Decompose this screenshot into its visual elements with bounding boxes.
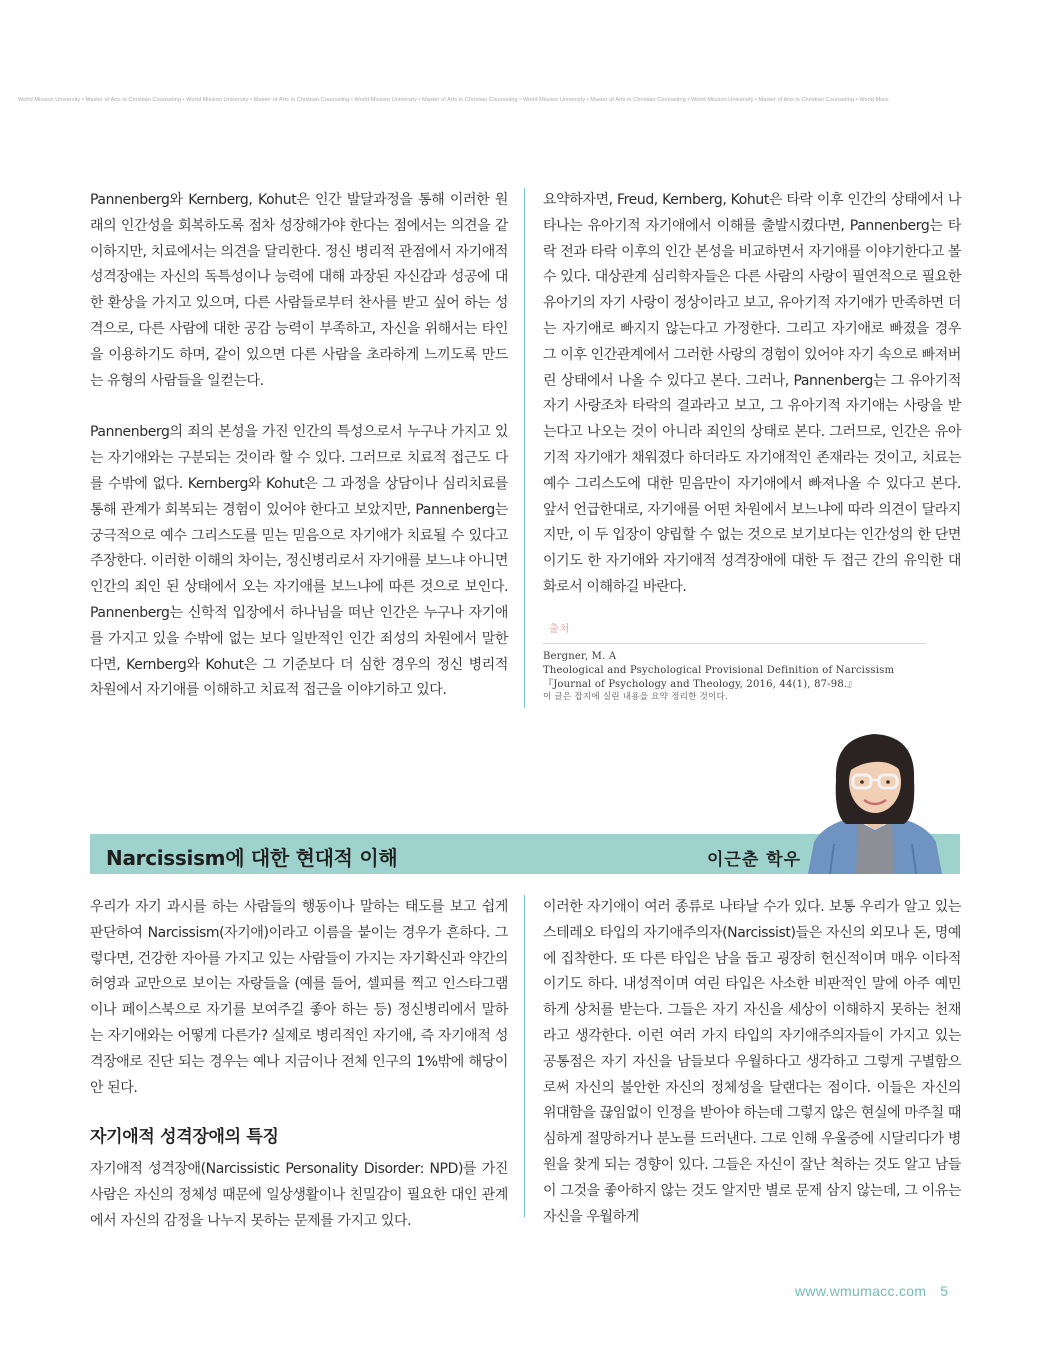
author-portrait <box>800 720 950 874</box>
reference-author: Bergner, M. A <box>543 651 617 662</box>
section-right-column <box>543 895 961 1230</box>
website-url: www.wmumacc.com <box>795 1283 927 1299</box>
reference-journal: 『Journal of Psychology and Theology, 2016, 44(1), 87-98.』 <box>543 678 858 690</box>
paragraph: 요약하자면, Freud, Kernberg, Kohut은 타락 이후 인간의 상태에서 나타나는 유아기적 자기애에서 이해를 출발시켰다면, Pannenberg는 타락 전과 타락 이후의 인간 본성을 비교하면서 자기애를 이야기한다고 볼 수 있다. 대상관계 심리학자들은 다른 사람의 사랑이 필연적으로 필요한 유아기의 자기 사랑이 정상이라고 보고, 유아기적 자기애가 만족하면 더는 자기애로 빠지지 않는다고 가정한다. 그리고 자기애로 빠졌을 경우 그 이후 인간관계에서 그러한 사랑의 경험이 있어야 자기 속으로 빠져버린 상태에서 나올 수 있다고 본다. 그러나, Pannenberg는 그 유아기적 자기 사랑조차 타락의 결과라고 보고, 그 유아기적 자기애는 사랑을 받는다고 나오는 것이 아니라 죄인의 상태로 본다. 그러므로, 인간은 유아기적 자기애가 채워졌다 하더라도 자기애적인 존재라는 것이고, 치료는 예수 그리스도에 대한 믿음만이 자기애에서 빠져나올 수 있다고 본다. 앞서 언급한대로, 자기애를 어떤 차원에서 보느냐에 따라 의견이 달라지지만, 이 두 입장이 양립할 수 없는 것으로 보기보다는 인간성의 한 단면이기도 한 자기애와 자기애적 성격장애에 대한 두 접근 간의 유익한 대화로서 이해하길 바란다. <box>543 192 961 595</box>
page-number: 5 <box>940 1283 949 1299</box>
running-header: World Mission University • Master of Arts in Christian Counseling • World Mission University • Master of Arts in Christian Counseling • World Mission University • Master of Arts in Christian Counseling • World Mission University • Master of Arts in Christian Counseling • World Mission University • Master of Arts in Christian Counseling • World Missi <box>18 97 889 103</box>
reference-note: 이 글은 잡지에 실린 내용을 요약 정리한 것이다. <box>543 692 728 703</box>
author-name: 이근춘 학우 <box>707 850 802 870</box>
column-divider <box>524 895 525 1217</box>
column-divider <box>524 188 525 708</box>
section-title: Narcissism에 대한 현대적 이해 <box>106 846 398 870</box>
paragraph: Pannenberg의 죄의 본성을 가진 인간의 특성으로서 누구나 가지고 있는 자기애와는 구분되는 것이라 할 수 있다. 그러므로 치료적 접근도 다를 수밖에 없다. Kernberg와 Kohut은 그 과정을 상담이나 심리치료를 통해 관계가 회복되는 경험이 있어야 한다고 보았지만, Pannenberg는 궁극적으로 예수 그리스도를 믿는 믿음으로 자기애가 치료될 수 있다고 주장한다. 이러한 이해의 차이는, 정신병리로서 자기애를 보느냐 아니면 인간의 죄인 된 상태에서 오는 자기애를 보느냐에 따른 것으로 보인다. Pannenberg는 신학적 입장에서 하나님을 떠난 인간은 누구나 자기애를 가지고 있을 수밖에 없는 보다 일반적인 인간 죄성의 차원에서 말한다면, Kernberg와 Kohut은 그 기준보다 더 심한 경우의 정신 병리적 차원에서 자기애를 이해하고 치료적 접근을 이야기하고 있다. <box>90 424 508 699</box>
references-label: 출처 <box>549 624 571 635</box>
reference-title: Theological and Psychological Provisional Definition of Narcissism <box>543 664 895 676</box>
references-block <box>543 620 943 705</box>
references-divider <box>543 643 926 644</box>
section-left-column <box>90 895 508 1235</box>
paragraph: 우리가 자기 과시를 하는 사람들의 행동이나 말하는 태도를 보고 쉽게 판단하여 Narcissism(자기애)이라고 이름을 붙이는 경우가 흔하다. 그렇다면, 건강한 자아를 가지고 있는 사람들이 가지는 자기확신과 약간의 허영과 교만으로 보이는 자랑들을 (예를 들어, 셀피를 찍고 인스타그램이나 페이스북으로 자기를 보여주길 좋아 하는 등) 정신병리에서 말하는 자기애와는 어떻게 다른가? 실제로 병리적인 자기애, 즉 자기애적 성격장애로 진단 되는 경우는 예나 지금이나 전체 인구의 1%밖에 해당이 안 된다. <box>90 899 508 1096</box>
paragraph: 자기애적 성격장애(Narcissistic Personality Disorder: NPD)를 가진 사람은 자신의 정체성 때문에 일상생활이나 친밀감이 필요한 대인 관계에서 자신의 감정을 나누지 못하는 문제를 가지고 있다. <box>90 1161 508 1229</box>
page-footer <box>795 1283 948 1299</box>
article-left-column <box>90 188 508 704</box>
subheading: 자기애적 성격장애의 특징 <box>90 1127 279 1148</box>
paragraph: 이러한 자기애이 여러 종류로 나타날 수가 있다. 보통 우리가 알고 있는 스테레오 타입의 자기애주의자(Narcissist)들은 자신의 외모나 돈, 명예에 집착한다. 또 다른 타입은 남을 돕고 굉장히 헌신적이며 매우 이타적이기도 하다. 내성적이며 여린 타입은 사소한 비판적인 말에 아주 예민하게 상처를 받는다. 그들은 자기 자신을 세상이 이해하지 못하는 천재라고 생각한다. 이런 여러 가지 타입의 자기애주의자들이 가지고 있는 공통점은 자기 자신을 남들보다 우월하다고 생각하고 그렇게 구별함으로써 자신의 불안한 자신의 정체성을 달랜다는 점이다. 이들은 자신의 위대함을 끊임없이 인정을 받아야 하는데 그렇지 않은 현실에 마주칠 때 심하게 절망하거나 분노를 드러낸다. 그로 인해 우울증에 시달리다가 병원을 찾게 되는 경향이 있다. 그들은 자신이 잘난 척하는 것도 알고 남들이 그것을 좋아하지 않는 것도 알지만 별로 문제 삼지 않는데, 그 이유는 자신을 우월하게 <box>543 899 961 1225</box>
paragraph: Pannenberg와 Kernberg, Kohut은 인간 발달과정을 통해 이러한 원래의 인간성을 회복하도록 점차 성장해가야 한다는 점에서는 의견을 같이하지만, 치료에서는 의견을 달리한다. 정신 병리적 관점에서 자기애적 성격장애는 자신의 독특성이나 능력에 대해 과장된 자신감과 성공에 대한 환상을 가지고 있으며, 다른 사람들로부터 찬사를 받고 싶어 하는 성격으로, 다른 사람에 대한 공감 능력이 부족하고, 자신을 위해서는 타인을 이용하기도 하며, 같이 있으면 다른 사람을 초라하게 느끼도록 만드는 유형의 사람들을 일컫는다. <box>90 192 508 389</box>
article-right-column <box>543 188 961 601</box>
